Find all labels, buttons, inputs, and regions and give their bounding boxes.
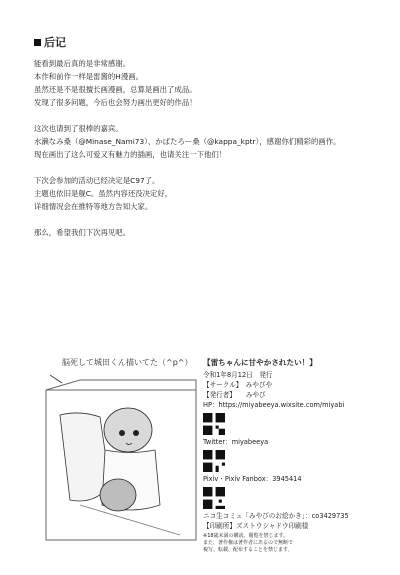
legal-notes [203, 533, 393, 554]
text-line: 虽然还是不是很擅长画漫画，总算是画出了成品。 [34, 85, 197, 94]
twitter-qr-icon [203, 413, 225, 435]
character-illustration [40, 355, 200, 550]
afterword-paragraph-1 [34, 57, 374, 109]
publish-date: 令和1年8月12日 発行 [203, 371, 273, 379]
nico-qr-icon [203, 487, 225, 509]
colophon [203, 358, 393, 554]
text-line: 下次会参加的活动已经决定是C97了。 [34, 176, 160, 185]
text-line: 本作和前作一样是雷酱的H漫画。 [34, 72, 144, 81]
book-title: 【雷ちゃんに甘やかされたい！】 [203, 358, 317, 367]
text-line: 这次也请到了很棒的嘉宾。 [34, 124, 123, 133]
printer-name: 【印刷所】ズストウシャドウ印刷様 [203, 522, 309, 530]
text-line: 那么，希望我们下次再见吧。 [34, 228, 131, 237]
nico-community: ニコ生コミュ「みやびのお絵かき」：co3429735 [203, 512, 349, 520]
text-line: 水濑なみ桑（@Minase_Nami73）、かぱたろー桑（@kappa_kptr），感谢你们精彩的画作。 [34, 137, 341, 146]
afterword-paragraph-4 [34, 226, 374, 239]
text-line: 能看到最后真的是非常感谢。 [34, 59, 131, 68]
afterword-section [34, 34, 374, 252]
text-line: 详细情况会在推特等地方告知大家。 [34, 202, 153, 211]
afterword-paragraph-3 [34, 174, 374, 213]
heading-square-icon [34, 39, 41, 46]
text-line: 主题也依旧是舰C。虽然内容还没决定好， [34, 189, 173, 198]
circle-name: 【サークル】 みやびや [203, 381, 273, 389]
note-line: ※18歳未満の購読、閲覧を禁じます。 [203, 533, 289, 539]
afterword-heading [34, 34, 374, 50]
twitter-id: Twitter：miyabeeya [203, 438, 269, 446]
heading-text: 后记 [44, 36, 66, 49]
text-line: 现在画出了这么可爱又有魅力的插画，也请关注一下他们！ [34, 150, 227, 159]
pixiv-qr-icon [203, 450, 225, 472]
homepage-url: HP：https://miyabeeya.wixsite.com/miyabi [203, 401, 345, 409]
publisher-name: 【発行者】 みやび [203, 391, 266, 399]
note-line: 複写、転載、配布することを禁じます。 [203, 547, 293, 553]
illustration-caption: 脳死して城田くん描いてた（^p^） [62, 358, 193, 367]
afterword-paragraph-2 [34, 122, 374, 161]
note-line: また、著作権は著作者にあるので無断で [203, 540, 294, 546]
pixiv-id: Pixiv・Pixiv Fanbox：3945414 [203, 475, 302, 483]
text-line: 发现了很多问题，今后也会努力画出更好的作品！ [34, 98, 197, 107]
